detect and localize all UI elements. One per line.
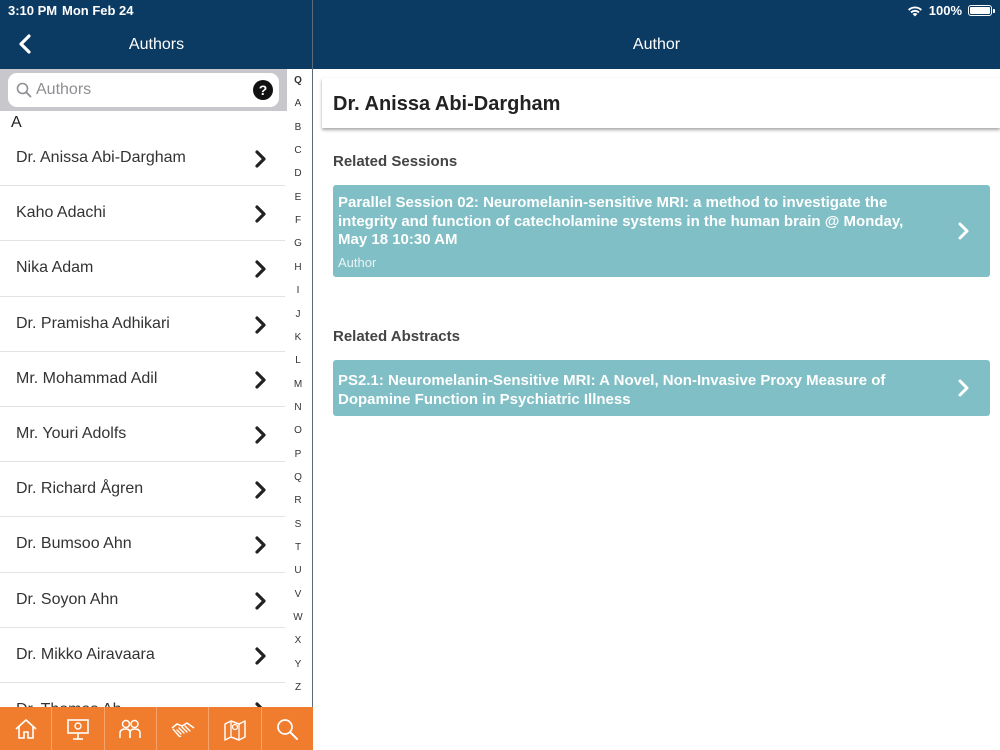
- author-list-item[interactable]: [0, 628, 285, 683]
- author-name: Dr. Soyon Ahn: [16, 590, 119, 608]
- author-list-item[interactable]: [0, 573, 285, 628]
- right-nav-bar: [313, 0, 1000, 69]
- chevron-right-icon: [254, 205, 268, 223]
- alpha-index-letter[interactable]: I: [296, 285, 300, 297]
- author-list-item[interactable]: [0, 407, 285, 462]
- author-list-item[interactable]: [0, 241, 285, 296]
- author-name: Dr. Anissa Abi-Dargham: [16, 149, 186, 166]
- author-name: Nika Adam: [16, 259, 94, 277]
- search-bar: [0, 69, 287, 111]
- help-icon[interactable]: ?: [253, 80, 273, 100]
- tab-home[interactable]: [0, 707, 52, 750]
- chevron-right-icon: [957, 222, 970, 240]
- chevron-right-icon: [254, 426, 268, 444]
- alpha-index-letter[interactable]: T: [294, 542, 302, 553]
- session-title-line-3: May 18 10:30 AM: [338, 231, 458, 248]
- map-icon: [222, 716, 248, 742]
- author-list-item[interactable]: [0, 517, 285, 572]
- alpha-index-letter[interactable]: G: [294, 238, 302, 250]
- alpha-index-letter[interactable]: U: [294, 565, 302, 577]
- author-list-item[interactable]: [0, 131, 285, 186]
- author-name: Dr. Bumsoo Ahn: [16, 535, 132, 553]
- author-list-item[interactable]: [0, 462, 285, 517]
- alpha-index-letter[interactable]: K: [294, 331, 302, 343]
- chevron-right-icon: [254, 592, 268, 610]
- section-header-letter: A: [11, 114, 22, 131]
- author-detail-title: Author: [632, 36, 681, 53]
- pane-divider: [312, 0, 313, 750]
- alpha-index-search[interactable]: Q: [294, 75, 302, 86]
- alpha-index-letter[interactable]: Z: [294, 682, 302, 694]
- author-name: Dr. Mikko Airavaara: [16, 645, 155, 663]
- alpha-index-letter[interactable]: N: [294, 401, 302, 413]
- abstract-card[interactable]: [333, 360, 990, 416]
- chevron-right-icon: [254, 647, 268, 665]
- alphabet-index[interactable]: [287, 75, 309, 703]
- alpha-index-letter[interactable]: V: [294, 588, 302, 600]
- related-sessions-heading: Related Sessions: [333, 153, 458, 170]
- tab-maps[interactable]: [209, 707, 261, 750]
- session-card[interactable]: [333, 185, 990, 277]
- alpha-index-letter[interactable]: W: [293, 612, 303, 624]
- status-time: 3:10 PM: [8, 3, 58, 18]
- author-detail-name: Dr. Anissa Abi-Dargham: [333, 93, 561, 115]
- battery-icon: [968, 5, 992, 16]
- search-icon: [274, 716, 300, 742]
- alpha-index-letter[interactable]: H: [294, 261, 302, 273]
- alpha-index-letter[interactable]: S: [294, 518, 302, 530]
- author-list-item[interactable]: [0, 186, 285, 241]
- battery-percent: 100%: [928, 3, 962, 18]
- search-icon: [16, 82, 32, 98]
- author-name: Kaho Adachi: [16, 204, 106, 222]
- people-icon: [117, 716, 143, 742]
- status-indicators: [907, 3, 992, 18]
- tab-sponsors[interactable]: [157, 707, 209, 750]
- author-name: Dr. Richard Ågren: [16, 480, 144, 498]
- chevron-right-icon: [254, 481, 268, 499]
- alpha-index-letter[interactable]: P: [294, 448, 302, 460]
- alpha-index-letter[interactable]: L: [295, 355, 301, 367]
- tab-authors[interactable]: [105, 707, 157, 750]
- alpha-index-letter[interactable]: R: [294, 495, 302, 507]
- author-list: [0, 131, 285, 707]
- handshake-icon: [170, 716, 196, 742]
- abstract-title-line-1: PS2.1: Neuromelanin-Sensitive MRI: A Novel, Non-Invasive Proxy Measure of: [338, 372, 886, 389]
- abstract-title-line-2: Dopamine Function in Psychiatric Illness: [338, 390, 631, 408]
- bottom-tab-bar: [0, 707, 313, 750]
- author-list-item[interactable]: [0, 352, 285, 407]
- alpha-index-letter[interactable]: E: [294, 191, 302, 203]
- session-title-line-1: Parallel Session 02: Neuromelanin-sensitive MRI: a method to investigate the: [338, 194, 888, 211]
- tab-sessions[interactable]: [52, 707, 104, 750]
- alpha-index-letter[interactable]: A: [294, 98, 302, 110]
- author-list-item[interactable]: [0, 297, 285, 352]
- alpha-index-letter[interactable]: Q: [294, 471, 302, 483]
- alpha-index-letter[interactable]: M: [293, 378, 303, 390]
- wifi-icon: [907, 5, 923, 17]
- alpha-index-letter[interactable]: J: [295, 308, 301, 320]
- chevron-right-icon: [254, 371, 268, 389]
- chevron-right-icon: [254, 260, 268, 278]
- tab-search[interactable]: [262, 707, 313, 750]
- alpha-index-letter[interactable]: C: [294, 145, 302, 157]
- related-abstracts-heading: Related Abstracts: [333, 328, 460, 345]
- author-name: Mr. Mohammad Adil: [16, 369, 158, 387]
- session-role: Author: [338, 255, 377, 270]
- author-name: Dr. Pramisha Adhikari: [16, 314, 170, 332]
- status-date: Mon Feb 24: [62, 3, 134, 18]
- home-icon: [13, 716, 39, 742]
- alpha-index-letter[interactable]: O: [294, 425, 302, 437]
- search-input[interactable]: [36, 81, 236, 99]
- alpha-index-letter[interactable]: X: [294, 635, 302, 647]
- session-title-line-2: integrity and function of catecholamine systems in the human brain @ Monday,: [338, 212, 904, 230]
- alpha-index-letter[interactable]: Y: [294, 658, 302, 670]
- author-name: Mr. Youri Adolfs: [16, 424, 127, 442]
- alpha-index-letter[interactable]: B: [294, 121, 302, 133]
- chevron-right-icon: [254, 536, 268, 554]
- alpha-index-letter[interactable]: F: [294, 215, 302, 227]
- presentation-icon: [65, 716, 91, 742]
- search-field[interactable]: [8, 73, 279, 107]
- author-detail-header: [322, 78, 1000, 128]
- chevron-right-icon: [254, 316, 268, 334]
- alpha-index-letter[interactable]: D: [294, 168, 302, 180]
- chevron-right-icon: [957, 379, 970, 397]
- authors-title: Authors: [128, 36, 185, 53]
- chevron-right-icon: [254, 150, 268, 168]
